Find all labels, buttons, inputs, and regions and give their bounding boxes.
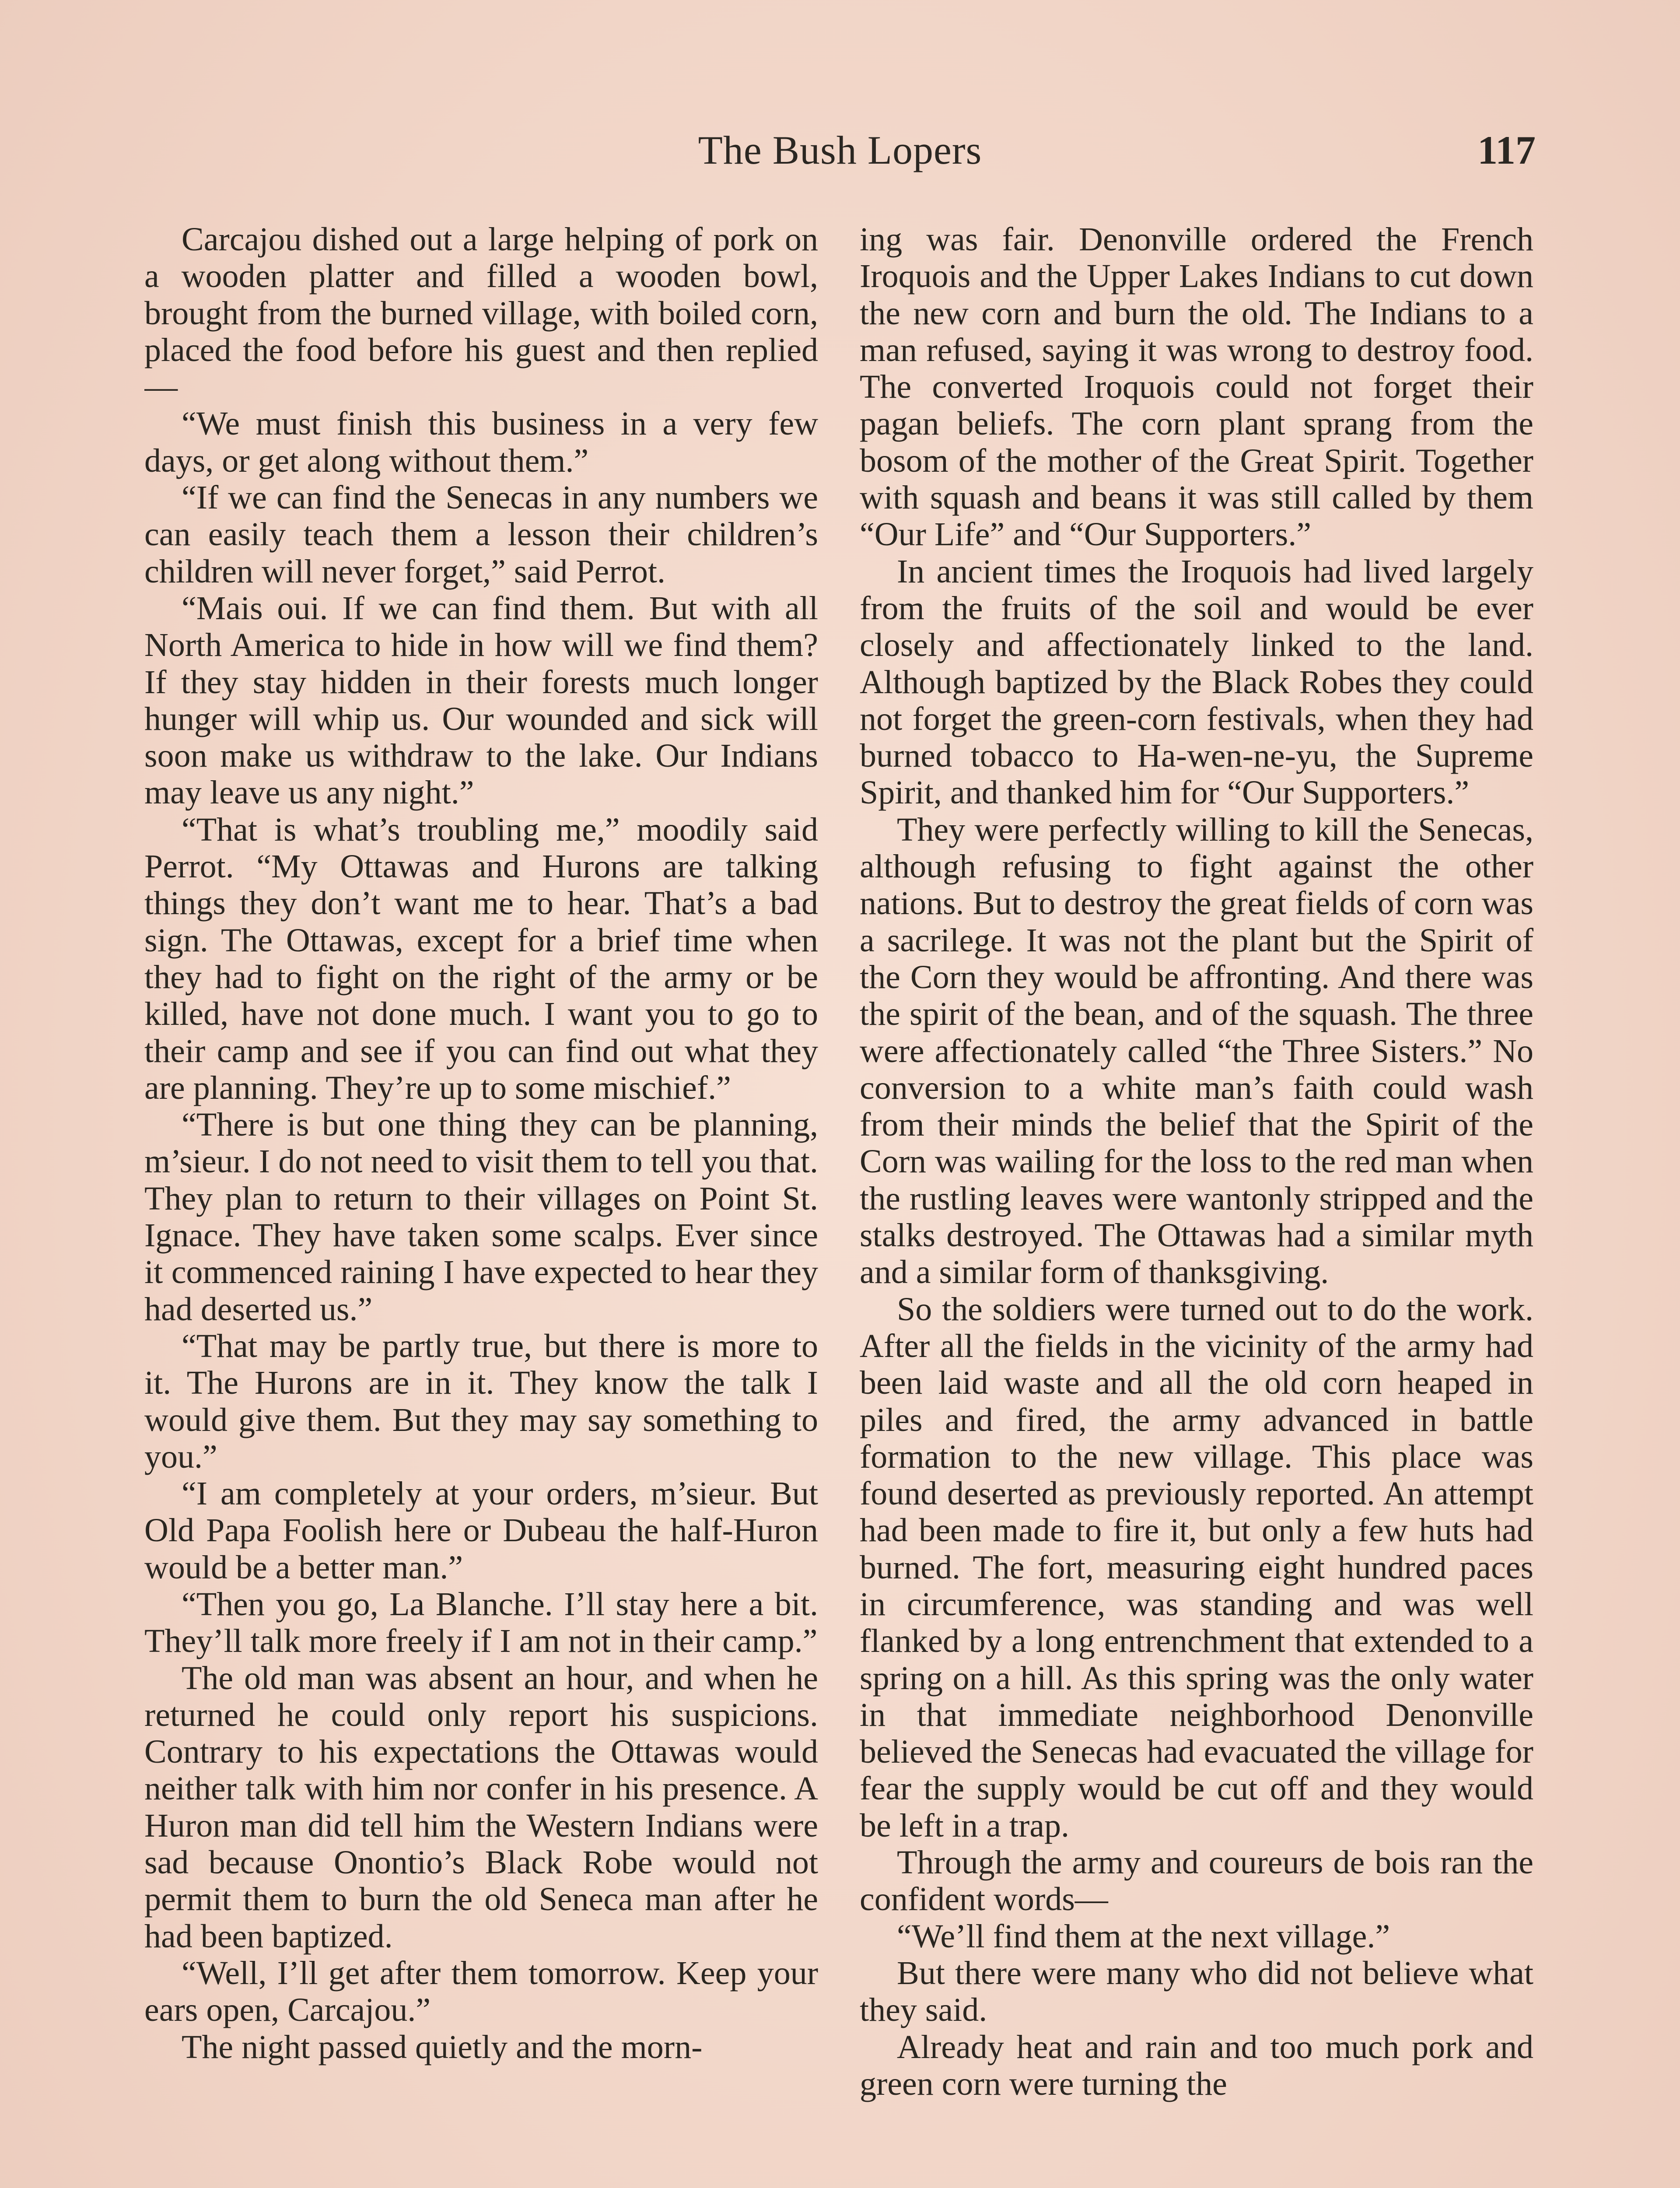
paragraph: “Well, I’ll get after them tomorrow. Keep your ears open, Carcajou.” xyxy=(144,1954,818,2029)
paragraph: The old man was absent an hour, and when he returned he could only report his suspicions. Contrary to his expectations the Ottawas would neither talk with him nor confer in his presence. A Huron man did tell him the Western Indians were sad because Onontio’s Black Robe would not permit them to burn the old Seneca man after he had been baptized. xyxy=(144,1659,818,1955)
paragraph: “We must finish this business in a very few days, or get along without them.” xyxy=(144,405,818,479)
paragraph: “That may be partly true, but there is more to it. The Hurons are in it. They know the talk I would give them. But they may say something to you.” xyxy=(144,1327,818,1475)
paragraph-continuation: ing was fair. Denonville ordered the French Iroquois and the Upper Lakes Indians to cut down the new corn and burn the old. The Indians to a man refused, saying it was wrong to destroy food. The converted Iroquois could not forget their pagan beliefs. The corn plant sprang from the bosom of the mother of the Great Spirit. Together with squash and beans it was still called by them “Our Life” and “Our Supporters.” xyxy=(860,221,1533,553)
paragraph: But there were many who did not believe what they said. xyxy=(860,1954,1533,2029)
paragraph: “Mais oui. If we can find them. But with all North America to hide in how will we find them? If they stay hidden in their forests much longer hunger will whip us. Our wounded and sick will soon make us withdraw to the lake. Our Indians may leave us any night.” xyxy=(144,589,818,811)
page-number: 117 xyxy=(1477,128,1536,172)
paragraph: Already heat and rain and too much pork and green corn were turning the xyxy=(860,2028,1533,2102)
paragraph: Carcajou dished out a large helping of pork on a wooden platter and filled a wooden bowl, brought from the burned village, with boiled corn, placed the food before his guest and then replied— xyxy=(144,221,818,406)
paragraph: “That is what’s troubling me,” moodily said Perrot. “My Ottawas and Hurons are talking things they don’t want me to hear. That’s a bad sign. The Ottawas, except for a brief time when they had to fight on the right of the army or be killed, have not done much. I want you to go to their camp and see if you can find out what they are planning. They’re up to some mischief.” xyxy=(144,811,818,1106)
paragraph: “Then you go, La Blanche. I’ll stay here a bit. They’ll talk more freely if I am not in their camp.” xyxy=(144,1585,818,1660)
paragraph: “There is but one thing they can be planning, m’sieur. I do not need to visit them to tell you that. They plan to return to their villages on Point St. Ignace. They have taken some scalps. Ever since it commenced raining I have expected to hear they had deserted us.” xyxy=(144,1106,818,1328)
paragraph: “I am completely at your orders, m’sieur. But Old Papa Foolish here or Dubeau the half-Huron would be a better man.” xyxy=(144,1475,818,1586)
paragraph: “If we can find the Senecas in any numbers we can easily teach them a lesson their children’s children will never forget,” said Perrot. xyxy=(144,479,818,590)
running-header-title: The Bush Lopers xyxy=(698,128,982,172)
paragraph: In ancient times the Iroquois had lived largely from the fruits of the soil and would be ever closely and affectionately linked to the land. Although baptized by the Black Robes they could not forget the green-corn festivals, when they had burned tobacco to Ha-wen-ne-yu, the Supreme Spirit, and thanked him for “Our Supporters.” xyxy=(860,553,1533,811)
right-text-column xyxy=(860,221,1533,2188)
paragraph: The night passed quietly and the morn- xyxy=(182,2028,703,2065)
paragraph: They were perfectly willing to kill the Senecas, although refusing to fight against the other nations. But to destroy the great fields of corn was a sacrilege. It was not the plant but the Spirit of the Corn they would be affronting. And there was the spirit of the bean, and of the squash. The three were affectionately called “the Three Sisters.” No conversion to a white man’s faith could wash from their minds the belief that the Spirit of the Corn was wailing for the loss to the red man when the rustling leaves were wantonly stripped and the stalks destroyed. The Ottawas had a similar myth and a similar form of thanksgiving. xyxy=(860,811,1533,1291)
paragraph: Through the army and coureurs de bois ran the confident words— xyxy=(860,1844,1533,1918)
paragraph: “We’ll find them at the next village.” xyxy=(897,1918,1390,1955)
left-text-column xyxy=(144,221,818,2188)
paragraph: So the soldiers were turned out to do the work. After all the fields in the vicinity of the army had been laid waste and all the old corn heaped in piles and fired, the army advanced in battle formation to the new village. This place was found deserted as previously reported. An attempt had been made to fire it, but only a few huts had burned. The fort, measuring eight hundred paces in circumference, was standing and was well flanked by a long entrenchment that extended to a spring on a hill. As this spring was the only water in that immediate neighborhood Denonville believed the Senecas had evacuated the village for fear the supply would be cut off and they would be left in a trap. xyxy=(860,1290,1533,1844)
